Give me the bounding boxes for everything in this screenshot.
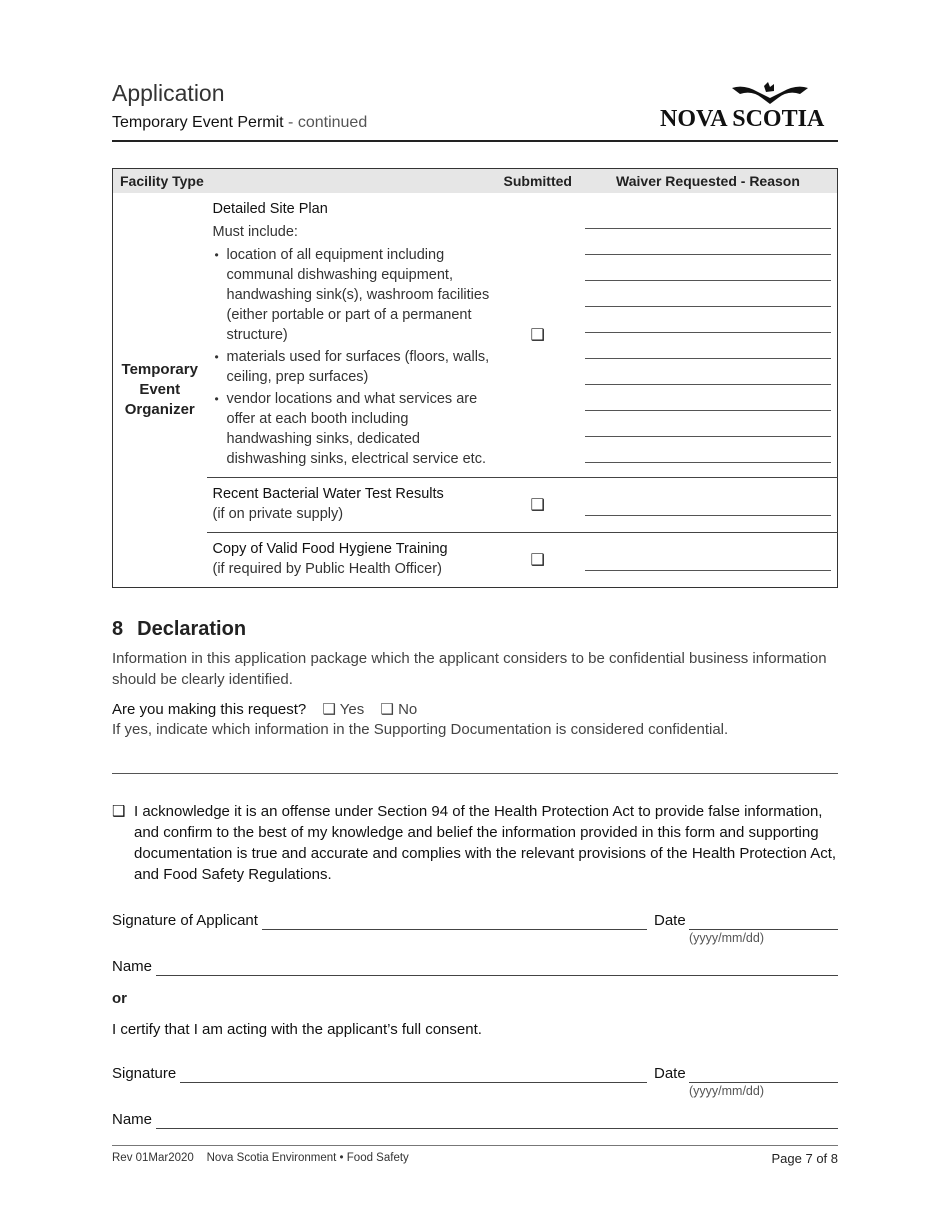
agent-signature-field[interactable] <box>180 1082 647 1083</box>
site-plan-submitted-checkbox[interactable]: ❑ <box>530 326 545 344</box>
hygiene-waiver-field[interactable] <box>579 532 838 587</box>
section-heading <box>112 618 246 641</box>
confidential-request-row <box>112 700 417 718</box>
site-plan-item <box>207 193 497 478</box>
page-title: Application <box>112 80 225 106</box>
table-row <box>113 532 838 587</box>
name-label: Name <box>112 958 153 975</box>
confidential-question: Are you making this request? <box>112 701 307 718</box>
water-test-note: (if on private supply) <box>212 505 344 522</box>
table-row <box>113 193 838 478</box>
declaration-intro: Information in this application package which the applicant considers to be confidential business information should be clearly identified. <box>112 650 827 688</box>
list-item: • materials used for surfaces (floors, walls, ceiling, prep surfaces) <box>213 347 493 387</box>
applicant-date-field[interactable] <box>689 929 838 930</box>
col-submitted: Submitted <box>497 169 579 193</box>
footer-revision: Rev 01Mar2020 Nova Scotia Environment • Food Safety <box>112 1152 409 1164</box>
acknowledge-checkbox[interactable]: ❑ <box>112 803 126 820</box>
footer-rule <box>112 1145 838 1146</box>
hygiene-item <box>207 532 497 587</box>
acknowledgement-text: I acknowledge it is an offense under Section 94 of the Health Protection Act to provide false information, and confirm to the best of my knowledge and belief the information provided in this form and supporting documentation is true and accurate and complies with the relevant provisions of the Health Protection Act, and Food Safety Regulations. <box>134 803 837 883</box>
table-header-row <box>113 169 838 193</box>
or-label: or <box>112 990 127 1007</box>
consent-statement: I certify that I am acting with the applicant’s full consent. <box>112 1021 482 1038</box>
header-rule <box>112 140 838 142</box>
water-test-submitted-checkbox[interactable]: ❑ <box>497 477 579 532</box>
date-format-hint: (yyyy/mm/dd) <box>689 931 764 945</box>
facility-type-cell: Temporary Event Organizer <box>121 360 198 418</box>
site-plan-list <box>213 245 493 469</box>
water-test-title: Recent Bacterial Water Test Results <box>212 485 444 502</box>
applicant-signature-field[interactable] <box>262 929 647 930</box>
yes-checkbox[interactable]: ❑ Yes <box>322 701 365 718</box>
continued-label: - continued <box>283 114 368 131</box>
acknowledgement <box>112 801 838 885</box>
if-yes-instructions: If yes, indicate which information in the Supporting Documentation is considered confidential. <box>112 721 729 738</box>
confidential-info-field[interactable] <box>112 773 838 774</box>
list-item: • location of all equipment including communal dishwashing equipment, handwashing sink(s), washroom facilities (either portable or part of a permanent structure) <box>213 245 493 345</box>
agent-name-field[interactable] <box>156 1128 838 1129</box>
hygiene-note: (if required by Public Health Officer) <box>212 560 442 577</box>
water-test-item <box>207 477 497 532</box>
water-test-waiver-field[interactable] <box>579 477 838 532</box>
table-row <box>113 477 838 532</box>
form-name: Temporary Event Permit <box>112 114 284 131</box>
applicant-signature-label: Signature of Applicant <box>112 912 258 929</box>
facility-table <box>112 168 838 588</box>
date-label: Date <box>654 1065 686 1082</box>
no-checkbox[interactable]: ❑ No <box>380 701 418 718</box>
page-number: Page 7 of 8 <box>771 1151 838 1166</box>
nova-scotia-logo <box>660 82 838 134</box>
site-plan-waiver-field[interactable] <box>579 193 838 478</box>
col-facility-type: Facility Type <box>113 169 497 193</box>
section-number: 8 <box>112 618 124 640</box>
must-include-label: Must include: <box>212 223 298 240</box>
signature-label: Signature <box>112 1065 177 1082</box>
agent-date-field[interactable] <box>689 1082 838 1083</box>
logo-wordmark: NOVA SCOTIA <box>660 106 825 132</box>
hygiene-title: Copy of Valid Food Hygiene Training <box>212 540 448 557</box>
flag-emblem-icon <box>730 82 810 108</box>
section-title: Declaration <box>137 618 247 640</box>
list-item: • vendor locations and what services are offer at each booth including handwashing sinks, dedicated dishwashing sinks, electrical service etc. <box>213 389 493 469</box>
form-subtitle <box>112 114 367 132</box>
name-label: Name <box>112 1111 153 1128</box>
date-label: Date <box>654 912 686 929</box>
col-waiver: Waiver Requested - Reason <box>579 169 838 193</box>
hygiene-submitted-checkbox[interactable]: ❑ <box>497 532 579 587</box>
applicant-name-field[interactable] <box>156 975 838 976</box>
date-format-hint: (yyyy/mm/dd) <box>689 1084 764 1098</box>
site-plan-title: Detailed Site Plan <box>212 200 328 217</box>
